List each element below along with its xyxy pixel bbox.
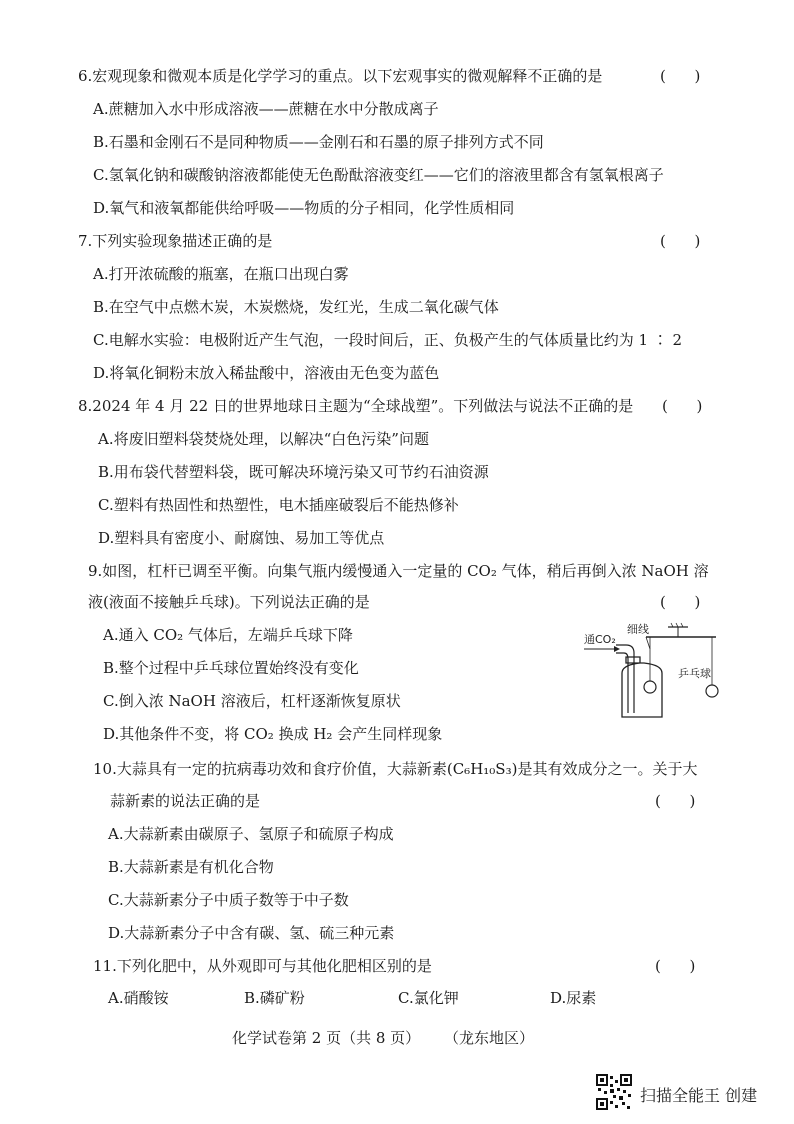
q7-option-c: C.电解水实验：电极附近产生气泡，一段时间后，正、负极产生的气体质量比约为 1 ∶ 2 [93,331,683,349]
q7-option-a: A.打开浓硫酸的瓶塞，在瓶口出现白雾 [93,265,349,283]
q7-stem: 7.下列实验现象描述正确的是 [78,232,273,250]
q9-answer-paren: ( ) [660,593,701,611]
q9-option-d: D.其他条件不变，将 CO₂ 换成 H₂ 会产生同样现象 [103,725,443,743]
qr-code-icon [596,1074,632,1110]
q10-option-c: C.大蒜新素分子中质子数等于中子数 [108,891,349,909]
q8-answer-paren: ( ) [662,397,703,415]
q6-option-a: A.蔗糖加入水中形成溶液——蔗糖在水中分散成离子 [93,100,439,118]
thread-pointer [646,637,650,649]
q8-option-c: C.塑料有热固性和热塑性，电木插座破裂后不能热修补 [98,496,459,514]
q10-answer-paren: ( ) [655,792,696,810]
q9-option-a: A.通入 CO₂ 气体后，左端乒乓球下降 [103,626,353,644]
thread-label: 细线 [627,623,649,636]
right-pingpong-ball [706,685,718,697]
inlet-arrow-head [614,646,620,652]
q6-stem: 6.宏观现象和微观本质是化学学习的重点。以下宏观事实的微观解释不正确的是 [78,67,603,85]
q8-stem: 8.2024 年 4 月 22 日的世界地球日主题为“全球战塑”。下列做法与说法不正确的是 [78,397,634,415]
q7-option-b: B.在空气中点燃木炭，木炭燃烧，发红光，生成二氧化碳气体 [93,298,499,316]
inlet-tube [616,645,634,713]
scanner-watermark: 扫描全能王 创建 [640,1086,758,1105]
q7-answer-paren: ( ) [660,232,701,250]
page-footer: 化学试卷第 2 页（共 8 页） [232,1029,421,1047]
q8-option-a: A.将废旧塑料袋焚烧处理，以解决“白色污染”问题 [98,430,429,448]
q10-option-a: A.大蒜新素由碳原子、氢原子和硫原子构成 [108,825,394,843]
q11-option-d: D.尿素 [550,989,597,1007]
q11-stem: 11.下列化肥中，从外观即可与其他化肥相区别的是 [93,957,432,975]
ball-label: 乒乓球 [678,667,711,680]
q8-option-d: D.塑料具有密度小、耐腐蚀、易加工等优点 [98,529,385,547]
q11-option-a: A.硝酸铵 [108,989,169,1007]
region-footer: （龙东地区） [444,1029,535,1047]
q9-stem-line2: 液(液面不接触乒乓球)。下列说法正确的是 [88,593,370,611]
q11-answer-paren: ( ) [655,957,696,975]
lever-bottle-diagram [580,615,730,725]
q6-answer-paren: ( ) [660,67,701,85]
q7-option-d: D.将氧化铜粉末放入稀盐酸中，溶液由无色变为蓝色 [93,364,440,382]
q9-stem-line1: 9.如图，杠杆已调至平衡。向集气瓶内缓慢通入一定量的 CO₂ 气体，稍后再倒入浓 NaOH 溶 [88,562,709,580]
q10-stem-line1: 10.大蒜具有一定的抗病毒功效和食疗价值，大蒜新素(C₆H₁₀S₃)是其有效成分之一。关于大 [93,760,698,778]
q6-option-d: D.氧气和液氧都能供给呼吸——物质的分子相同，化学性质相同 [93,199,515,217]
q11-option-c: C.氯化钾 [398,989,459,1007]
q8-option-b: B.用布袋代替塑料袋，既可解决环境污染又可节约石油资源 [98,463,489,481]
q9-option-b: B.整个过程中乒乓球位置始终没有变化 [103,659,359,677]
left-pingpong-ball [644,681,656,693]
q10-stem-line2: 蒜新素的说法正确的是 [110,792,261,810]
q11-option-b: B.磷矿粉 [244,989,305,1007]
q10-option-d: D.大蒜新素分子中含有碳、氢、硫三种元素 [108,924,395,942]
q6-option-b: B.石墨和金刚石不是同种物质——金刚石和石墨的原子排列方式不同 [93,133,544,151]
co2-inlet-label: 通CO₂ [584,633,616,646]
q9-option-c: C.倒入浓 NaOH 溶液后，杠杆逐渐恢复原状 [103,692,401,710]
q10-option-b: B.大蒜新素是有机化合物 [108,858,274,876]
q6-option-c: C.氢氧化钠和碳酸钠溶液都能使无色酚酞溶液变红——它们的溶液里都含有氢氧根离子 [93,166,664,184]
